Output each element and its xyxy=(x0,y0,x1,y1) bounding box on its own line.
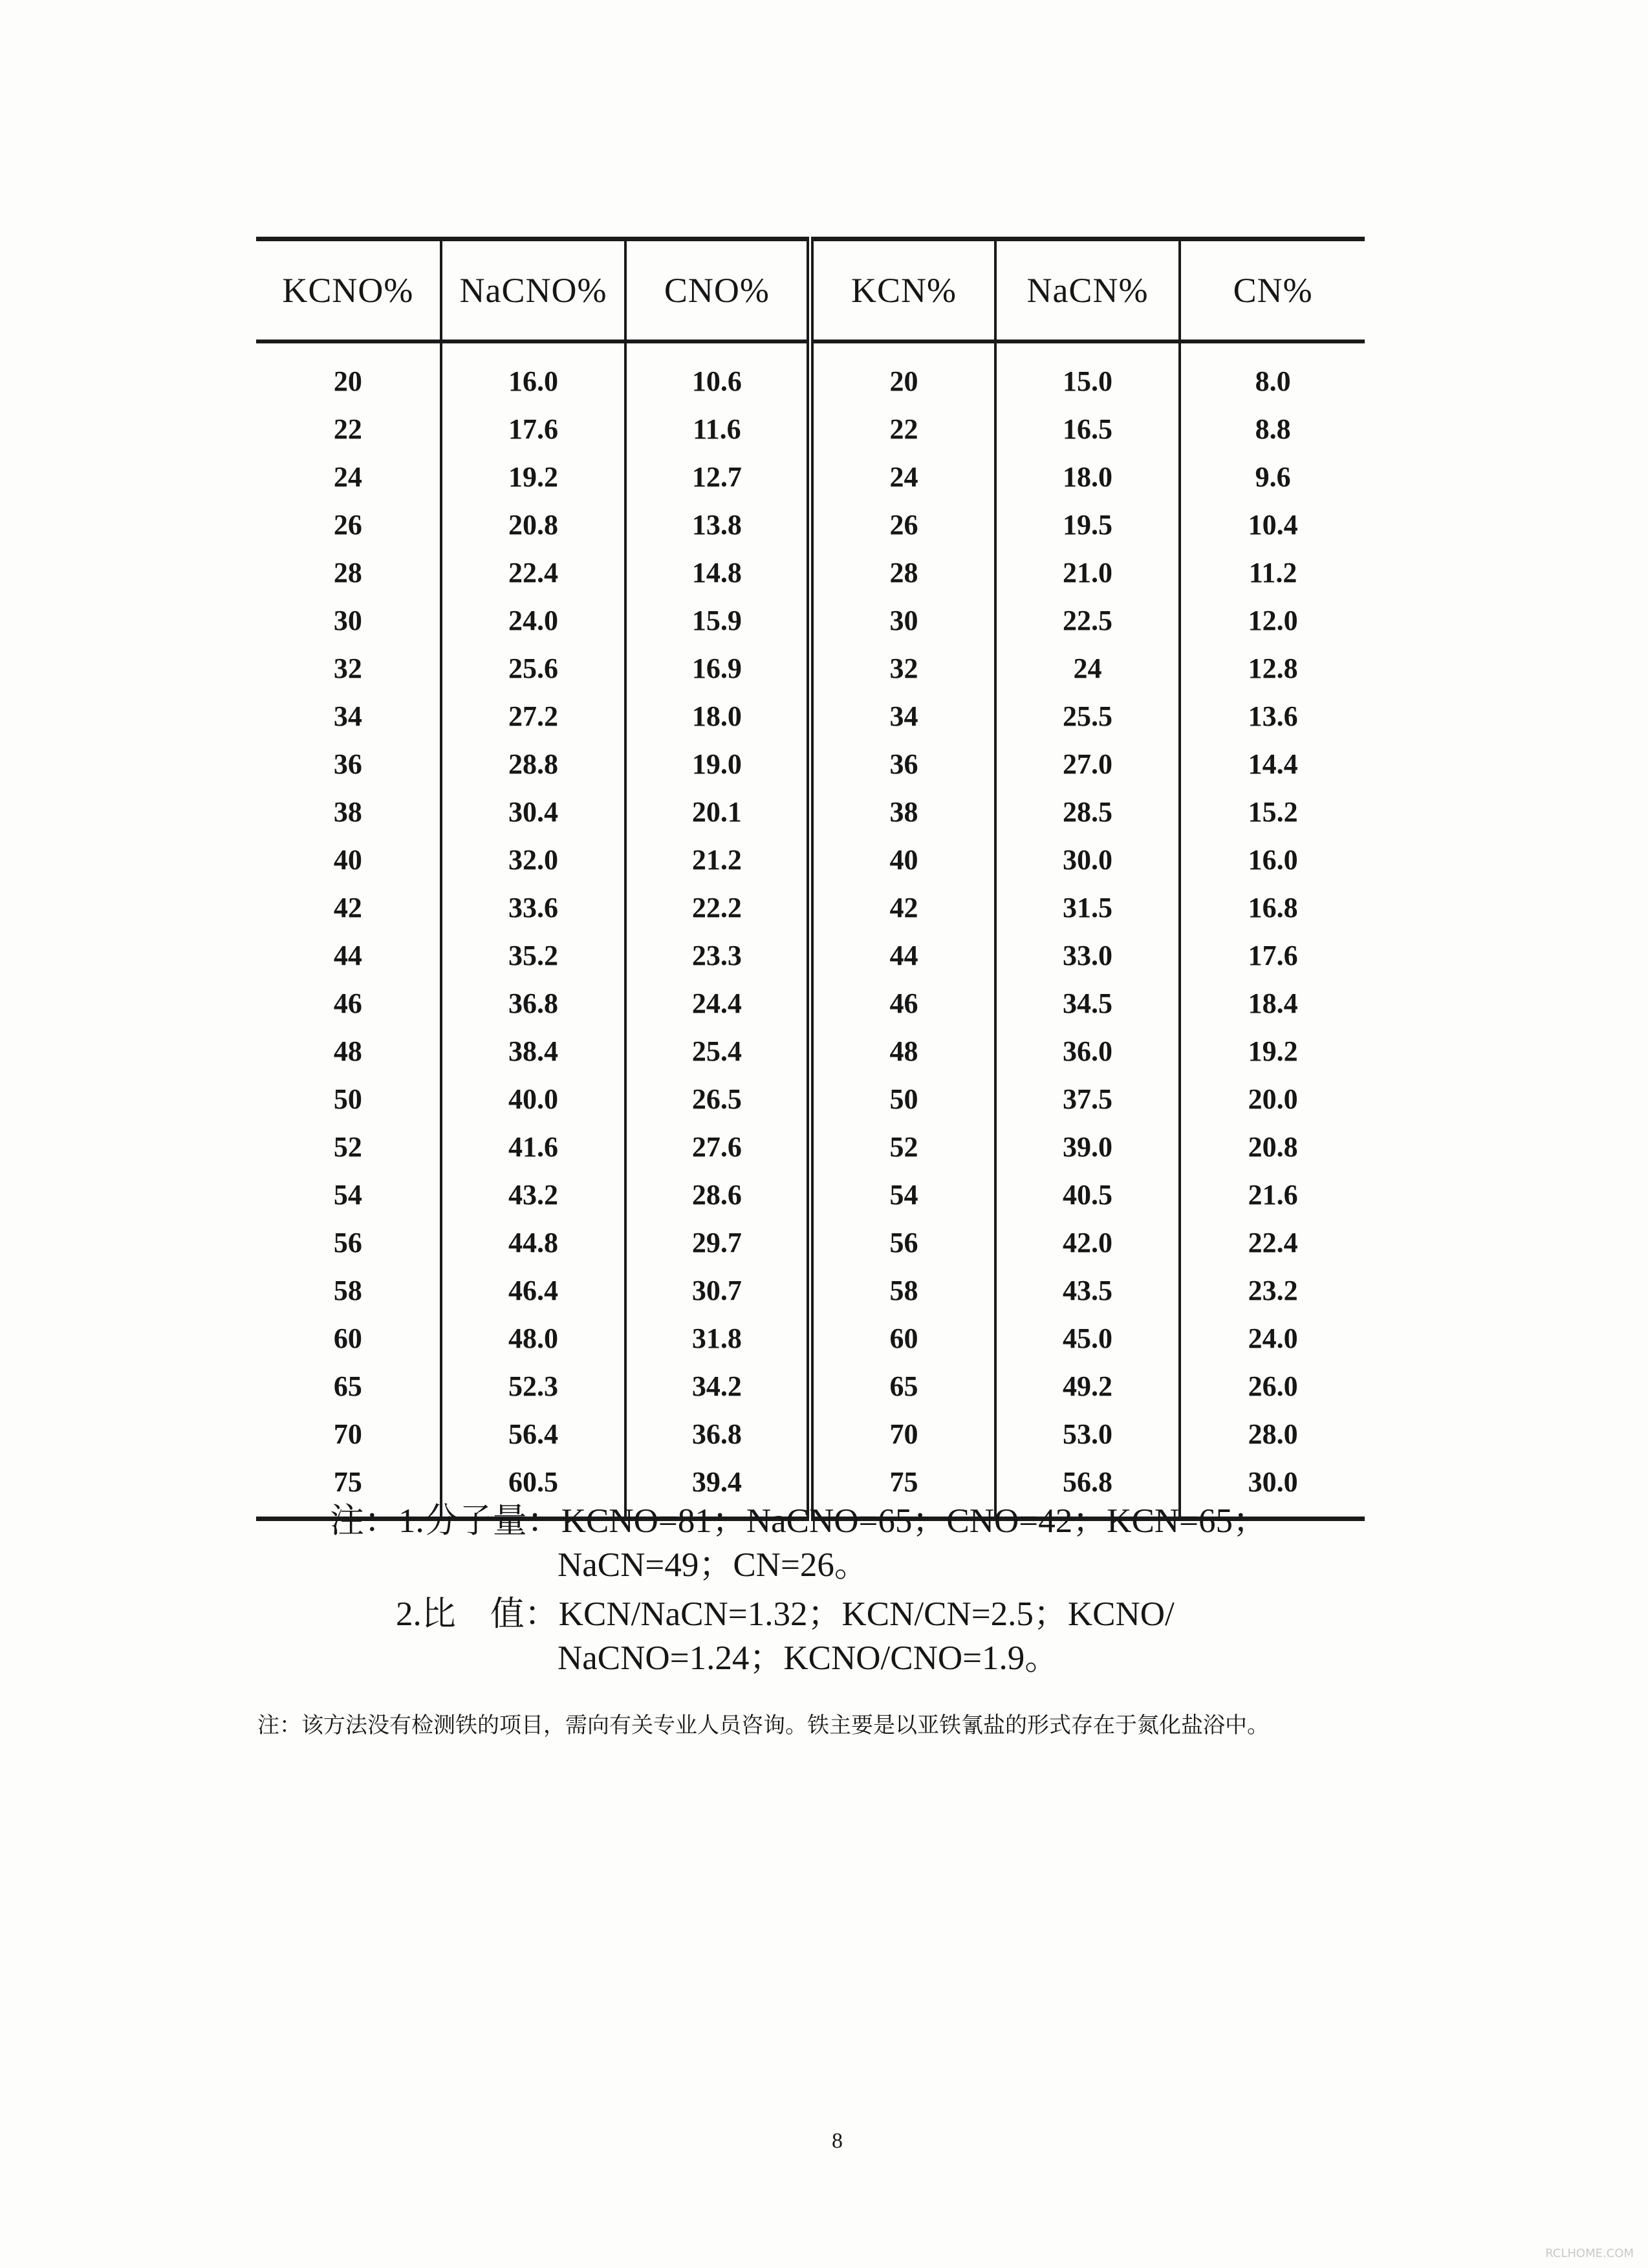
table-cell: 44.8 xyxy=(441,1218,626,1266)
table-cell: 26.0 xyxy=(1248,1370,1298,1402)
table-cell: 36 xyxy=(256,740,441,788)
table-cell: 22.5 xyxy=(995,596,1180,644)
table-cell: 18.4 xyxy=(1248,987,1298,1019)
note-ratios: 2.比 值：KCN/NaCN=1.32；KCN/CN=2.5；KCNO/ xyxy=(396,1595,1175,1633)
table-cell: 20.1 xyxy=(625,788,810,836)
table-cell: 15.2 xyxy=(1248,795,1298,828)
table-row xyxy=(256,1171,1365,1218)
table-cell: 18.0 xyxy=(625,692,810,740)
table-cell: 48 xyxy=(256,1027,441,1075)
table-body xyxy=(256,341,1365,1519)
table-row xyxy=(256,836,1365,883)
table-cell: 31.8 xyxy=(625,1314,810,1362)
table-row xyxy=(256,740,1365,788)
watermark: RCLHOME.COM xyxy=(1545,2247,1634,2260)
table-cell: 21.2 xyxy=(625,836,810,883)
table-cell: 33.0 xyxy=(995,931,1180,979)
table-row xyxy=(256,692,1365,740)
table-cell: 19.5 xyxy=(995,501,1180,548)
table-cell: 60 xyxy=(256,1314,441,1362)
table-cell: 20 xyxy=(256,341,441,405)
table-cell: 12.8 xyxy=(1248,652,1298,684)
table-cell: 16.9 xyxy=(625,644,810,692)
table-cell: 16.5 xyxy=(995,405,1180,453)
table-cell: 25.4 xyxy=(625,1027,810,1075)
header-kcn: KCN% xyxy=(810,239,995,342)
table-cell: 28.8 xyxy=(441,740,626,788)
table-cell: 10.6 xyxy=(625,341,810,405)
table-cell: 24 xyxy=(810,453,995,501)
table-cell: 36.8 xyxy=(625,1410,810,1458)
table-cell: 24.4 xyxy=(625,979,810,1027)
table-cell: 17.6 xyxy=(441,405,626,453)
table-cell: 29.7 xyxy=(625,1218,810,1266)
table-cell: 26 xyxy=(256,501,441,548)
table-cell: 30.4 xyxy=(441,788,626,836)
table-cell: 30 xyxy=(256,596,441,644)
table-cell: 40 xyxy=(256,836,441,883)
table-cell: 20.8 xyxy=(441,501,626,548)
table-cell: 54 xyxy=(810,1171,995,1218)
table-cell: 21.6 xyxy=(1248,1178,1298,1211)
table-cell: 28.6 xyxy=(625,1171,810,1218)
table-cell: 24.0 xyxy=(1248,1322,1298,1354)
table-cell: 26 xyxy=(810,501,995,548)
header-kcno: KCNO% xyxy=(256,239,441,342)
table-cell: 38 xyxy=(810,788,995,836)
table-cell: 27.2 xyxy=(441,692,626,740)
table-cell: 14.4 xyxy=(1248,748,1298,780)
table-cell: 21.0 xyxy=(995,548,1180,596)
table-cell: 13.8 xyxy=(625,501,810,548)
table-cell: 16.0 xyxy=(1248,843,1298,876)
table-cell: 28 xyxy=(810,548,995,596)
table-cell: 19.0 xyxy=(625,740,810,788)
table-row xyxy=(256,501,1365,548)
table-row xyxy=(256,1027,1365,1075)
table-cell: 75 xyxy=(256,1458,441,1519)
table-cell: 46 xyxy=(810,979,995,1027)
table-cell: 48 xyxy=(810,1027,995,1075)
footnote: 注：该方法没有检测铁的项目，需向有关专业人员咨询。铁主要是以亚铁氰盐的形式存在于氮化盐浴中。 xyxy=(257,1712,1269,1738)
table-cell: 32 xyxy=(256,644,441,692)
table-row xyxy=(256,931,1365,979)
table-cell: 22.4 xyxy=(1248,1226,1298,1258)
table-cell: 32 xyxy=(810,644,995,692)
table-cell: 16.0 xyxy=(441,341,626,405)
table-cell: 42 xyxy=(810,883,995,931)
table-cell: 42 xyxy=(256,883,441,931)
table-cell: 54 xyxy=(256,1171,441,1218)
header-nacn: NaCN% xyxy=(995,239,1180,342)
table-cell: 75 xyxy=(810,1458,995,1519)
table-cell: 52 xyxy=(810,1123,995,1171)
table-cell: 30.0 xyxy=(1248,1465,1298,1498)
table-cell: 31.5 xyxy=(995,883,1180,931)
table-row xyxy=(256,1075,1365,1123)
note-molecular-weights-cont: NaCN=49；CN=26。 xyxy=(558,1546,869,1584)
table-cell: 56.8 xyxy=(995,1458,1180,1519)
table-cell: 30 xyxy=(810,596,995,644)
table-cell: 58 xyxy=(256,1266,441,1314)
table-row xyxy=(256,596,1365,644)
table-cell: 36.0 xyxy=(995,1027,1180,1075)
table-cell: 40 xyxy=(810,836,995,883)
table-cell: 39.0 xyxy=(995,1123,1180,1171)
table-row xyxy=(256,1266,1365,1314)
table-cell: 40.0 xyxy=(441,1075,626,1123)
table-cell: 20.8 xyxy=(1248,1130,1298,1163)
header-nacno: NaCNO% xyxy=(441,239,626,342)
table-cell: 52.3 xyxy=(441,1362,626,1410)
table-cell: 52 xyxy=(256,1123,441,1171)
table-row xyxy=(256,1410,1365,1458)
table-cell: 27.0 xyxy=(995,740,1180,788)
table-cell: 38.4 xyxy=(441,1027,626,1075)
table-cell: 28.0 xyxy=(1248,1418,1298,1450)
table-row xyxy=(256,788,1365,836)
table-cell: 38 xyxy=(256,788,441,836)
header-cn: CN% xyxy=(1233,271,1313,310)
table-cell: 34.2 xyxy=(625,1362,810,1410)
table-cell: 12.0 xyxy=(1248,604,1298,636)
table-cell: 44 xyxy=(256,931,441,979)
table-cell: 34.5 xyxy=(995,979,1180,1027)
table-cell: 70 xyxy=(256,1410,441,1458)
table-row xyxy=(256,883,1365,931)
table-cell: 20 xyxy=(810,341,995,405)
table-cell: 19.2 xyxy=(1248,1035,1298,1067)
table-cell: 43.5 xyxy=(995,1266,1180,1314)
table-cell: 23.3 xyxy=(625,931,810,979)
table-cell: 65 xyxy=(810,1362,995,1410)
table-cell: 25.6 xyxy=(441,644,626,692)
table-row xyxy=(256,548,1365,596)
header-row xyxy=(256,239,1365,342)
table-row xyxy=(256,453,1365,501)
page-number: 8 xyxy=(832,2129,843,2153)
table-cell: 60.5 xyxy=(441,1458,626,1519)
table-cell: 45.0 xyxy=(995,1314,1180,1362)
note-molecular-weights: 注：1.分子量：KCNO=81；NaCNO=65；CNO=42；KCN=65； xyxy=(330,1502,1267,1540)
table-cell: 14.8 xyxy=(625,548,810,596)
table-cell: 12.7 xyxy=(625,453,810,501)
notes-block xyxy=(330,1499,1391,1680)
table-row xyxy=(256,1218,1365,1266)
table-cell: 50 xyxy=(256,1075,441,1123)
table-cell: 15.9 xyxy=(625,596,810,644)
table-cell: 30.7 xyxy=(625,1266,810,1314)
table-cell: 27.6 xyxy=(625,1123,810,1171)
table-cell: 22.2 xyxy=(625,883,810,931)
table-row xyxy=(256,1314,1365,1362)
table-cell: 24 xyxy=(256,453,441,501)
table-cell: 23.2 xyxy=(1248,1274,1298,1306)
table-cell: 56.4 xyxy=(441,1410,626,1458)
table-cell: 43.2 xyxy=(441,1171,626,1218)
table-row xyxy=(256,979,1365,1027)
table-cell: 15.0 xyxy=(995,341,1180,405)
table-cell: 34 xyxy=(810,692,995,740)
table-cell: 10.4 xyxy=(1248,508,1298,541)
table-cell: 70 xyxy=(810,1410,995,1458)
table-cell: 30.0 xyxy=(995,836,1180,883)
table-cell: 25.5 xyxy=(995,692,1180,740)
table-row xyxy=(256,1123,1365,1171)
table-row xyxy=(256,1362,1365,1410)
table-cell: 16.8 xyxy=(1248,891,1298,923)
table-row xyxy=(256,341,1365,405)
table-cell: 35.2 xyxy=(441,931,626,979)
table-cell: 8.0 xyxy=(1255,365,1291,397)
cyanate-cyanide-conversion-table xyxy=(256,237,1365,1521)
table-cell: 48.0 xyxy=(441,1314,626,1362)
table-cell: 42.0 xyxy=(995,1218,1180,1266)
header-cno: CNO% xyxy=(625,239,810,342)
note-ratios-cont: NaCNO=1.24；KCNO/CNO=1.9。 xyxy=(558,1639,1059,1677)
table-cell: 8.8 xyxy=(1255,413,1291,445)
table-row xyxy=(256,405,1365,453)
table-cell: 41.6 xyxy=(441,1123,626,1171)
table-cell: 46 xyxy=(256,979,441,1027)
table-cell: 19.2 xyxy=(441,453,626,501)
table-cell: 22.4 xyxy=(441,548,626,596)
table-cell: 9.6 xyxy=(1255,460,1291,493)
table-cell: 32.0 xyxy=(441,836,626,883)
table-cell: 33.6 xyxy=(441,883,626,931)
table-cell: 50 xyxy=(810,1075,995,1123)
table-cell: 24 xyxy=(995,644,1180,692)
table-cell: 11.2 xyxy=(1248,556,1297,589)
table-cell: 60 xyxy=(810,1314,995,1362)
table-cell: 36 xyxy=(810,740,995,788)
table-cell: 46.4 xyxy=(441,1266,626,1314)
table-cell: 36.8 xyxy=(441,979,626,1027)
table-cell: 11.6 xyxy=(625,405,810,453)
table-cell: 56 xyxy=(256,1218,441,1266)
table-cell: 56 xyxy=(810,1218,995,1266)
table-cell: 28.5 xyxy=(995,788,1180,836)
table-cell: 58 xyxy=(810,1266,995,1314)
table-row xyxy=(256,644,1365,692)
table-cell: 22 xyxy=(810,405,995,453)
table-cell: 24.0 xyxy=(441,596,626,644)
table-cell: 65 xyxy=(256,1362,441,1410)
table-cell: 13.6 xyxy=(1248,700,1298,732)
table-cell: 17.6 xyxy=(1248,939,1298,971)
table-cell: 49.2 xyxy=(995,1362,1180,1410)
table-cell: 40.5 xyxy=(995,1171,1180,1218)
table-cell: 39.4 xyxy=(625,1458,810,1519)
data-table xyxy=(256,237,1365,1521)
table-cell: 53.0 xyxy=(995,1410,1180,1458)
table-cell: 28 xyxy=(256,548,441,596)
table-cell: 20.0 xyxy=(1248,1083,1298,1115)
table-cell: 26.5 xyxy=(625,1075,810,1123)
table-cell: 44 xyxy=(810,931,995,979)
table-cell: 22 xyxy=(256,405,441,453)
table-cell: 34 xyxy=(256,692,441,740)
table-cell: 37.5 xyxy=(995,1075,1180,1123)
table-cell: 18.0 xyxy=(995,453,1180,501)
